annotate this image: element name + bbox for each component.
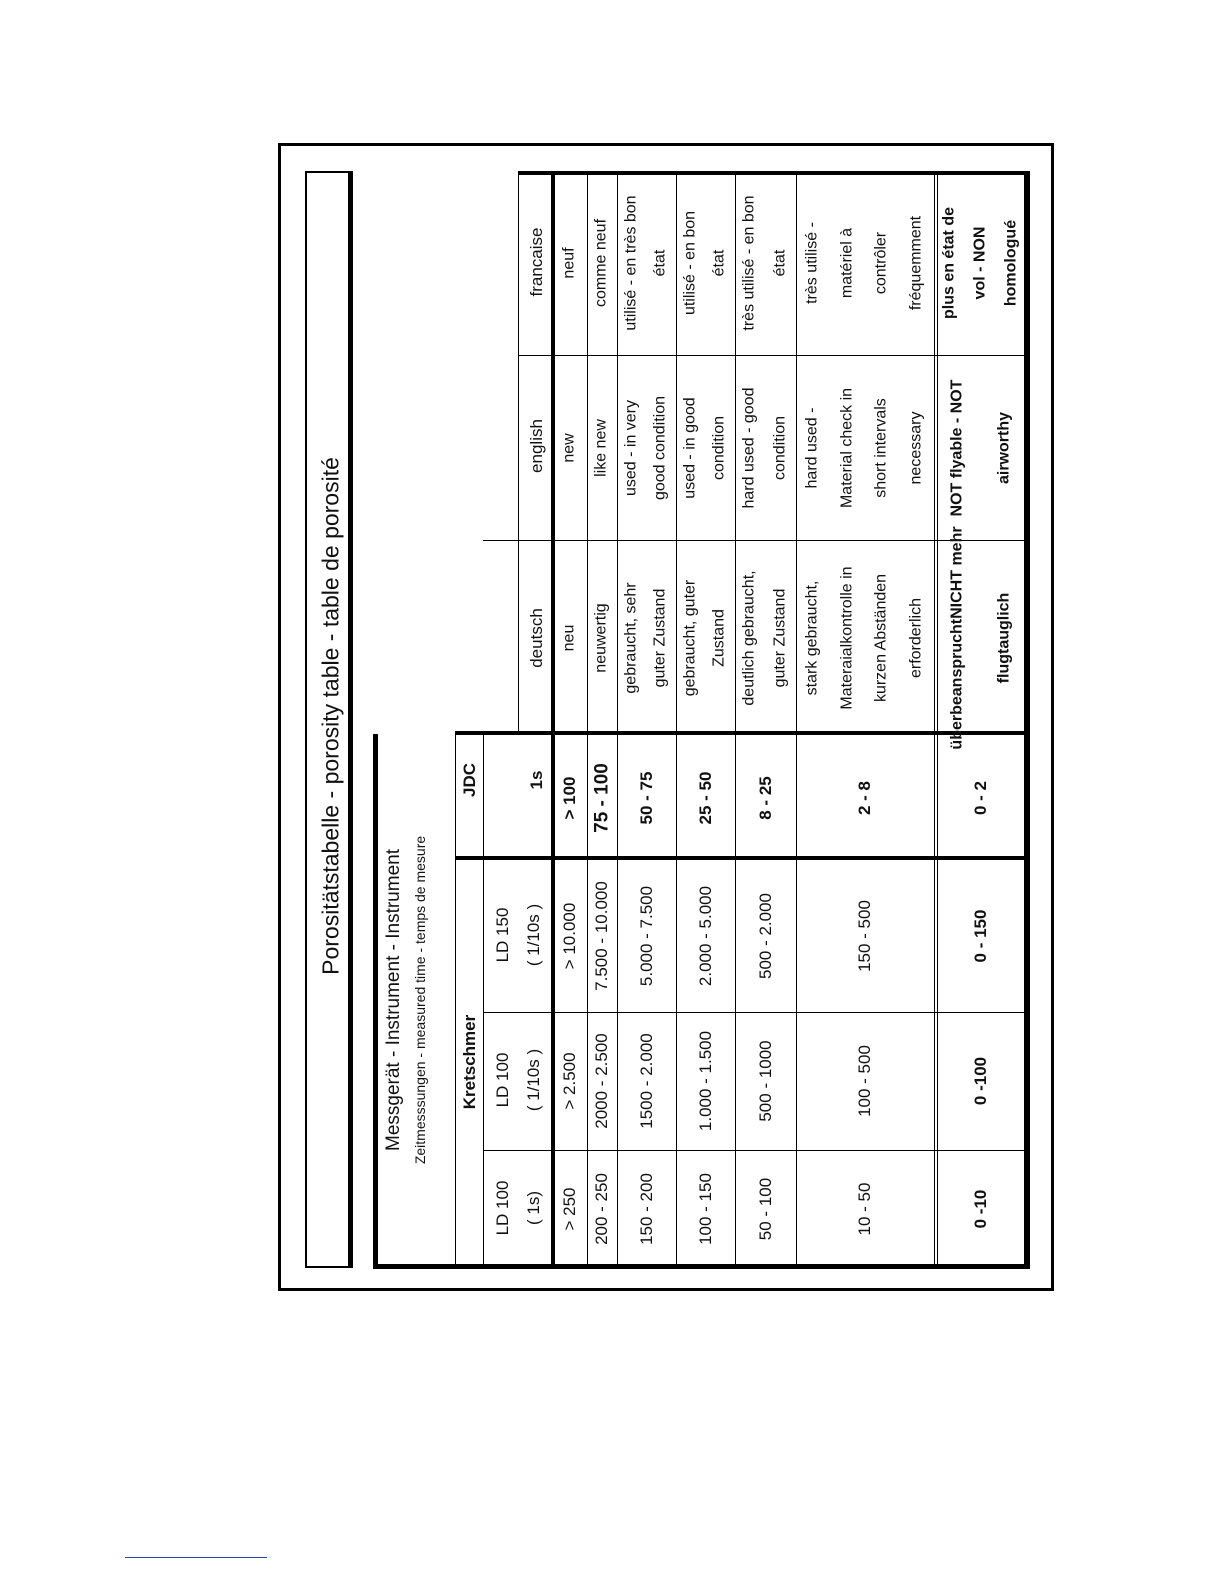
- cell-c1-row-5: 10 - 50: [854, 1182, 874, 1236]
- cell-c1-row-4: 50 - 100: [755, 1177, 775, 1241]
- cell-en-row-5-line-2: short intervals: [872, 397, 890, 498]
- cell-fr-row-5-line-1: matériel à: [838, 227, 856, 299]
- instrument-rule: [373, 734, 378, 1268]
- col-header-ld150: LD 150: [492, 907, 512, 963]
- cell-fr-row-3-line-0: utilisé - en bon: [681, 210, 699, 316]
- col-line-en: [518, 355, 1030, 356]
- cell-c4-row-5: 2 - 8: [854, 780, 874, 815]
- cell-de-row-4-line-1: guter Zustand: [771, 588, 789, 687]
- cell-en-row-5-line-3: necessary: [907, 411, 925, 484]
- cell-c4-row-3: 25 - 50: [695, 771, 715, 824]
- table-top-rule-b: [934, 171, 1030, 175]
- col-header-ld100t-unit: ( 1/10s ): [523, 1048, 543, 1112]
- col-header-ld100s-unit: ( 1s): [523, 1191, 543, 1225]
- cell-c3-row-2: 5.000 - 7.500: [636, 885, 656, 987]
- cell-c2-row-6: 0 -100: [970, 1056, 990, 1106]
- row-line-3: [676, 171, 677, 1268]
- cell-c4-row-4: 8 - 25: [755, 775, 775, 820]
- cell-c2-row-4: 500 - 1000: [755, 1040, 775, 1122]
- cell-c4-row-2: 50 - 75: [636, 771, 656, 824]
- cell-c1-row-6: 0 -10: [970, 1189, 990, 1229]
- cell-en-row-6-line-0: NOT flyable - NOT: [948, 379, 966, 516]
- cell-de-row-5-line-3: erforderlich: [907, 597, 925, 678]
- kretschmer-line: [455, 735, 456, 1268]
- header-rule: [551, 171, 555, 1268]
- col-line-c1: [483, 1150, 1030, 1151]
- cell-c1-row-0: > 250: [559, 1187, 579, 1231]
- header-split-line: [483, 735, 484, 1268]
- cell-en-row-2-line-1: good condition: [651, 395, 669, 500]
- cell-en-row-6-line-1: airworthy: [995, 411, 1013, 484]
- cell-c1-row-3: 100 - 150: [695, 1173, 715, 1245]
- cell-c3-row-0: > 10.000: [559, 902, 579, 970]
- cell-c2-row-3: 1.000 - 1.500: [695, 1030, 715, 1132]
- cell-en-row-5-line-0: hard used -: [803, 407, 821, 488]
- instrument-title: Messgerät - Instrument - Instrument: [383, 849, 404, 1151]
- cell-fr-row-0-line-0: neuf: [560, 247, 578, 279]
- cell-c3-row-6: 0 - 150: [970, 909, 990, 963]
- cell-c2-row-5: 100 - 500: [854, 1045, 874, 1117]
- cell-fr-row-6-line-1: vol - NON: [971, 226, 989, 300]
- cell-fr-row-2-line-1: état: [651, 249, 669, 277]
- col-header-english: english: [526, 419, 546, 473]
- jdc-divider: [455, 731, 1030, 735]
- cell-de-row-6-line-0: überbeanspruchtNICHT mehr: [948, 525, 966, 750]
- cell-en-row-1-line-0: like new: [592, 418, 610, 477]
- cell-c3-row-4: 500 - 2.000: [755, 892, 775, 980]
- instrument-divider: [455, 856, 1030, 860]
- cell-de-row-3-line-0: gebraucht, guter: [681, 579, 699, 696]
- cell-c4-row-6: 0 - 2: [970, 780, 990, 815]
- cell-fr-row-5-line-2: contrôler: [872, 231, 890, 295]
- instrument-subtitle: Zeitmesssungen - measured time - temps de mesure: [412, 835, 428, 1165]
- cell-de-row-6-line-1: flugtauglich: [995, 592, 1013, 683]
- col-header-ld100s: LD 100: [492, 1180, 512, 1236]
- cell-en-row-4-line-1: condition: [771, 415, 789, 480]
- cell-de-row-2-line-1: guter Zustand: [651, 588, 669, 687]
- cell-fr-row-4-line-1: état: [771, 249, 789, 277]
- cell-fr-row-5-line-3: fréquemment: [907, 215, 925, 311]
- row-line-5: [796, 171, 797, 1268]
- cell-de-row-0-line-0: neu: [560, 624, 578, 651]
- col-header-ld100t: LD 100: [492, 1052, 512, 1108]
- cell-de-row-3-line-1: Zustand: [710, 608, 728, 667]
- cell-de-row-4-line-0: deutlich gebraucht,: [740, 569, 758, 706]
- col-line-c2: [483, 1012, 1030, 1013]
- cell-en-row-0-line-0: new: [560, 432, 578, 463]
- col-header-francaise: francaise: [526, 227, 546, 297]
- cell-c1-row-2: 150 - 200: [636, 1173, 656, 1245]
- cell-fr-row-5-line-0: très utilisé -: [803, 222, 821, 304]
- cell-fr-row-4-line-0: très utilisé - en bon: [740, 195, 758, 331]
- jdc-label: JDC: [459, 762, 479, 798]
- cell-en-row-3-line-0: used - in good: [681, 396, 699, 499]
- cell-de-row-2-line-0: gebraucht, sehr: [622, 581, 640, 694]
- cell-en-row-3-line-1: condition: [710, 415, 728, 480]
- cell-c3-row-5: 150 - 500: [854, 900, 874, 972]
- cell-c4-row-1: 75 - 100: [591, 762, 613, 833]
- row-line-2: [617, 171, 618, 1268]
- col-header-jdc-1s: 1s: [526, 770, 546, 790]
- cell-en-row-5-line-1: Material check in: [838, 387, 856, 508]
- cell-fr-row-6-line-2: homologué: [1002, 219, 1020, 307]
- cell-en-row-4-line-0: hard used - good: [740, 387, 758, 508]
- lang-header-left: [518, 171, 519, 735]
- cell-c1-row-1: 200 - 250: [591, 1173, 611, 1245]
- cell-fr-row-3-line-1: état: [710, 249, 728, 277]
- table-bottom-rule: [373, 1264, 1030, 1269]
- cell-de-row-5-line-1: Materaialkontrolle in: [838, 565, 856, 710]
- cell-en-row-2-line-0: used - in very: [622, 399, 640, 496]
- col-header-deutsch: deutsch: [526, 608, 546, 668]
- cell-c2-row-1: 2000 - 2.500: [591, 1033, 611, 1129]
- col-header-ld150-unit: ( 1/10s ): [523, 903, 543, 967]
- cell-de-row-1-line-0: neuwertig: [592, 602, 610, 673]
- cell-c4-row-0: > 100: [559, 775, 579, 820]
- header-rule-cap: [551, 171, 555, 175]
- footnote-rule: [125, 1557, 267, 1558]
- page-title: Porositätstabelle - porosity table - table de porosité: [317, 457, 344, 975]
- cell-c2-row-2: 1500 - 2.000: [636, 1033, 656, 1129]
- kretschmer-label: Kretschmer: [459, 1014, 479, 1110]
- cell-fr-row-2-line-0: utilisé - en très bon: [622, 195, 640, 331]
- cell-fr-row-6-line-0: plus en état de: [940, 206, 958, 320]
- cell-c3-row-3: 2.000 - 5.000: [695, 885, 715, 987]
- table-right-rule: [1024, 171, 1030, 1268]
- cell-fr-row-1-line-0: comme neuf: [592, 218, 610, 308]
- row-line-4: [735, 171, 736, 1268]
- row-line-6: [934, 171, 938, 1268]
- cell-de-row-5-line-0: stark gebraucht,: [803, 580, 821, 695]
- cell-c2-row-0: > 2.500: [559, 1052, 579, 1110]
- cell-c3-row-1: 7.500 - 10.000: [591, 881, 611, 991]
- cell-de-row-5-line-2: kurzen Abständen: [872, 573, 890, 702]
